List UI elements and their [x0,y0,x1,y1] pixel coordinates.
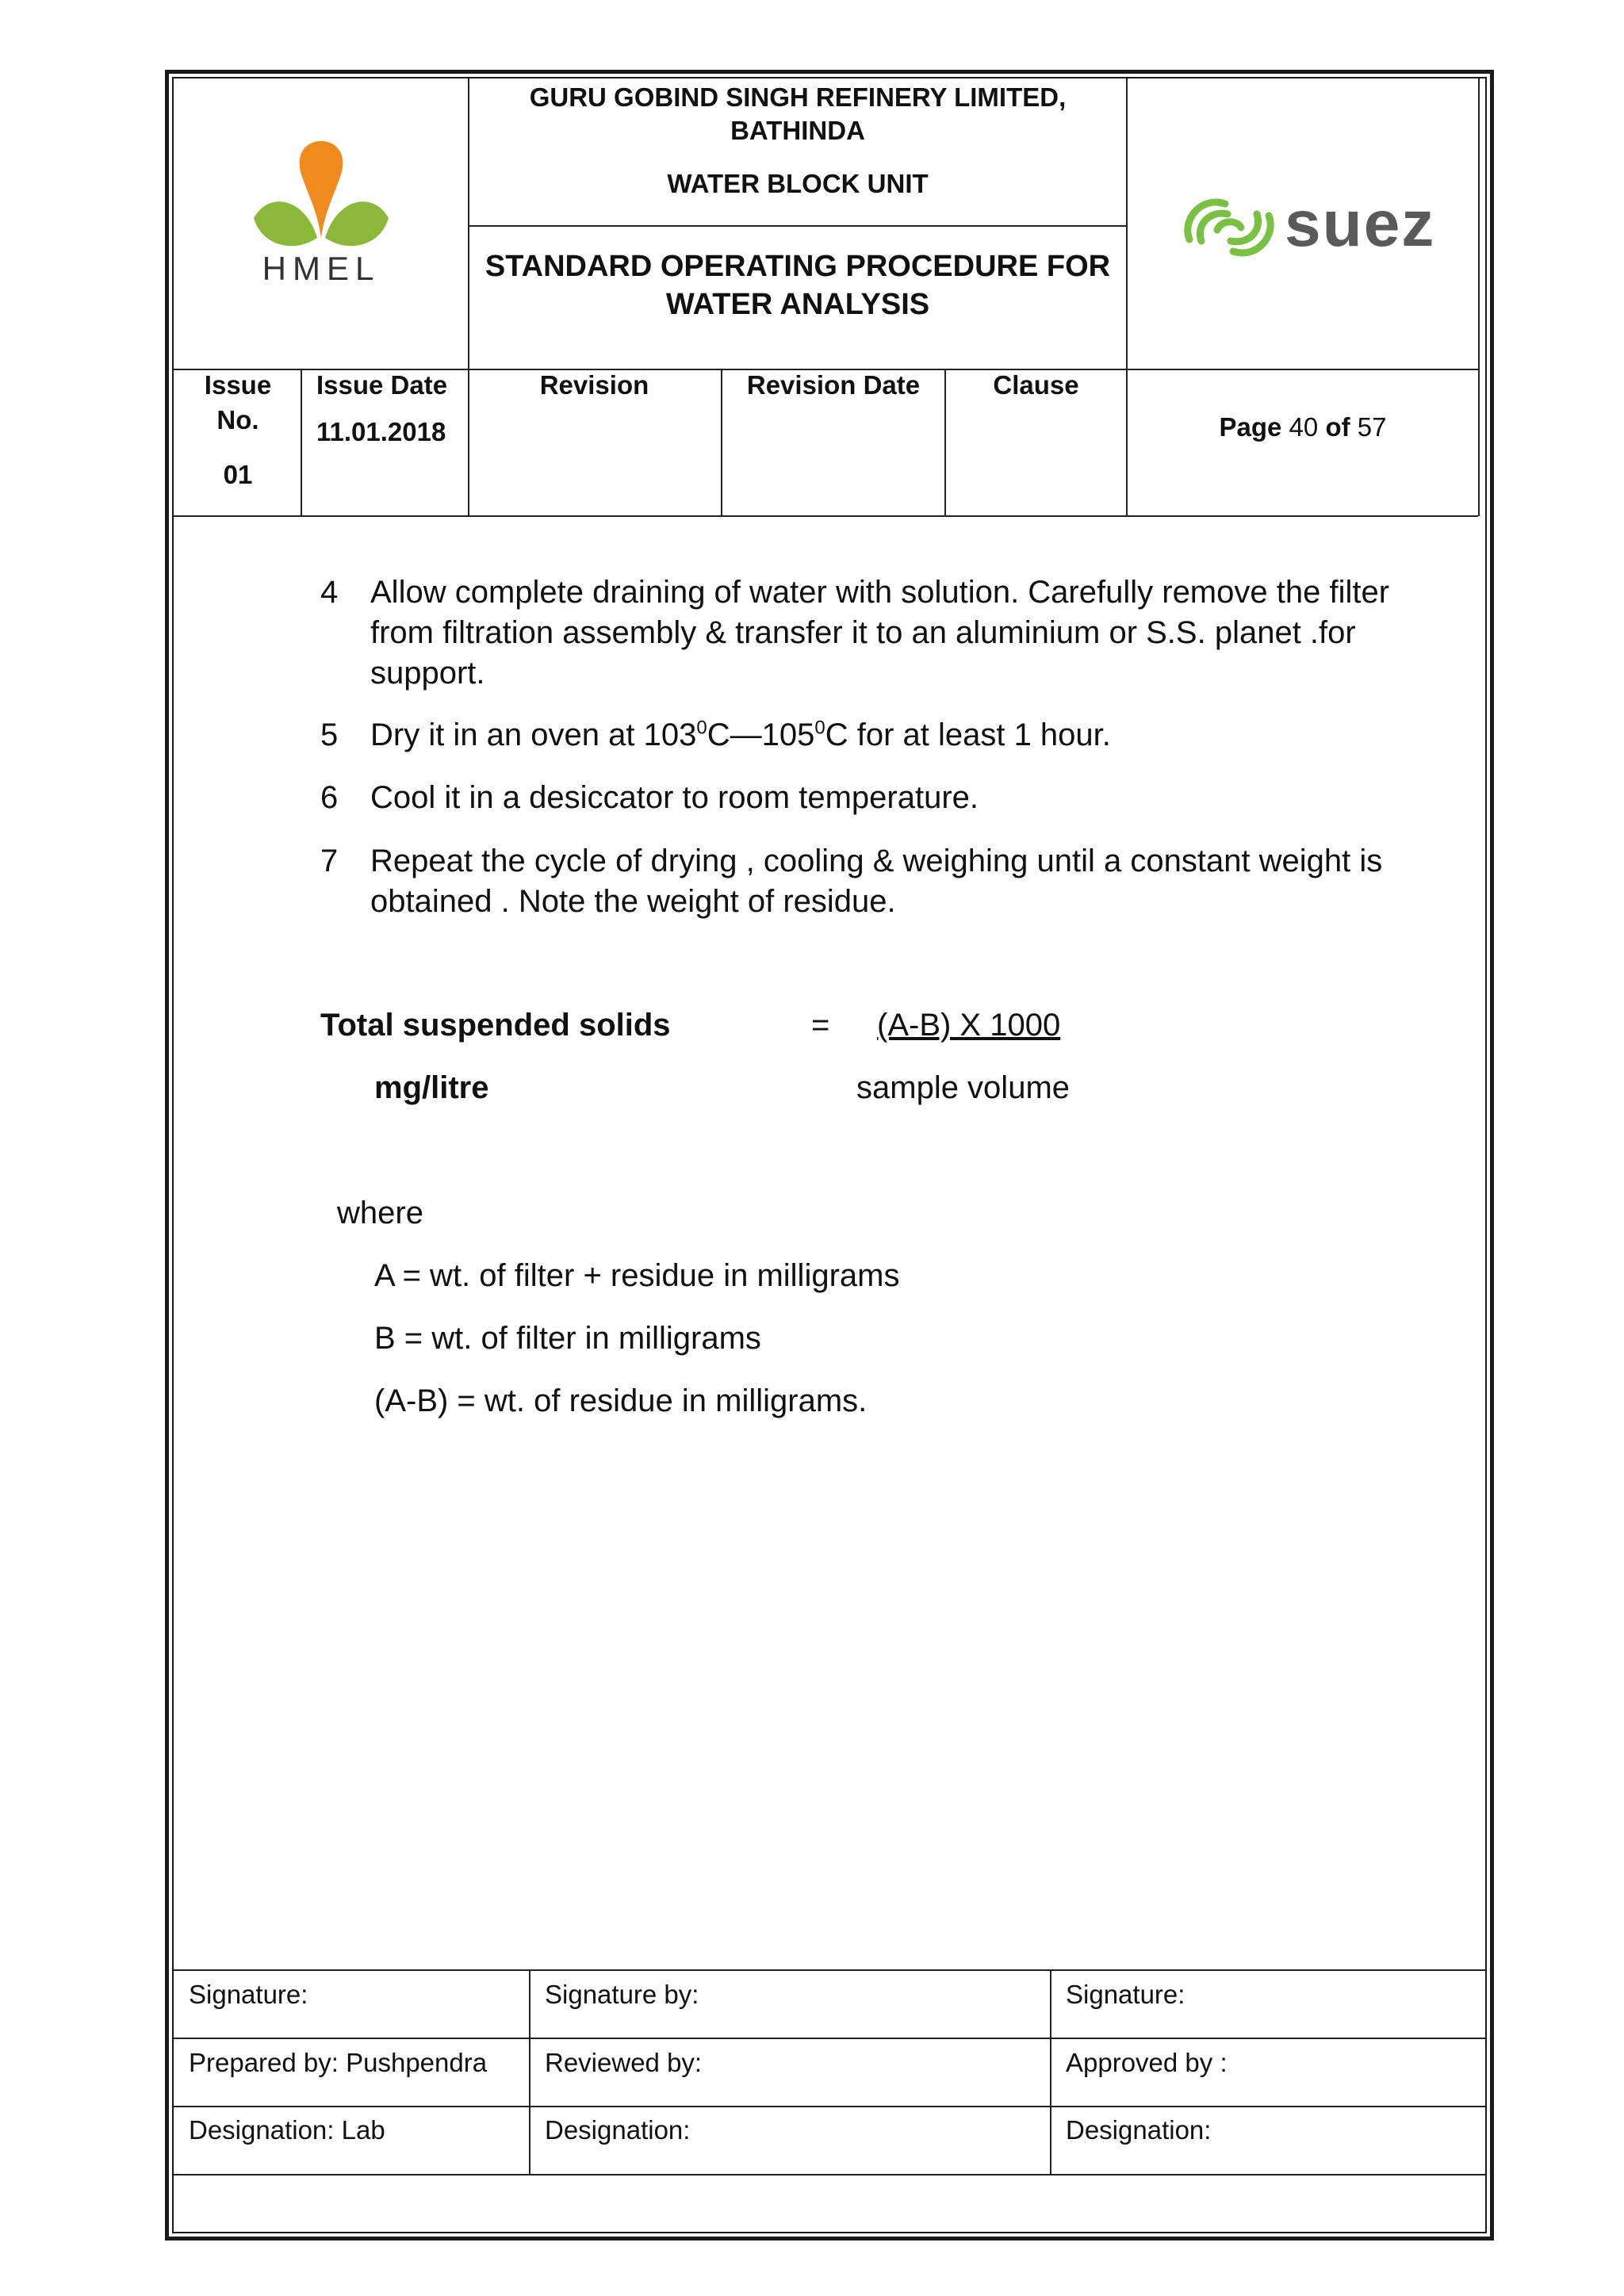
sop-title-line2: WATER ANALYSIS [665,288,930,321]
step-4-number: 4 [320,575,339,610]
header-vline-right [1478,78,1480,516]
footer-prepared-by: Prepared by: Pushpendra [189,2048,488,2077]
clause-label: Clause [993,370,1079,400]
page-label: Page [1219,412,1282,442]
step-4-text [370,572,1480,694]
step-5-degree-2: 0 [814,717,825,739]
formula-equals: = [811,1008,830,1043]
formula-lhs-line2: mg/litre [374,1070,489,1105]
page-current: 40 [1289,412,1319,442]
step-5-part-1: Dry it in an oven at 103 [370,718,697,752]
step-5-degree-1: 0 [696,717,707,739]
step-5-number: 5 [320,718,339,752]
footer-signature-3: Signature: [1066,1980,1185,2009]
footer-designation-2: Designation: [545,2115,691,2145]
footer-vline-1 [529,1970,530,2175]
footer-line-3 [174,2106,1485,2107]
step-4-line1: Allow complete draining of water with solution. Carefully remove the filter [370,575,1390,610]
where-item-b: B = wt. of filter in milligrams [374,1321,761,1356]
issue-date-value: 11.01.2018 [316,417,446,446]
page-total: 57 [1357,412,1387,442]
sop-title-line1: STANDARD OPERATING PROCEDURE FOR [485,250,1111,283]
issue-label-2: No. [216,405,259,434]
company-name-line2: BATHINDA [730,116,865,145]
page-indicator [1128,412,1478,442]
step-7-line2: obtained . Note the weight of residue. [370,884,896,919]
header-vline-2 [1126,78,1128,516]
step-7-line1: Repeat the cycle of drying , cooling & weighing until a constant weight is [370,844,1383,878]
formula-lhs-line1: Total suspended solids [320,1008,671,1043]
step-6-text: Cool it in a desiccator to room temperature. [370,780,979,815]
footer-signature-by: Signature by: [545,1980,699,2009]
issue-no-cell [175,368,301,492]
suez-logo-text: suez [1285,188,1436,260]
revision-date-label: Revision Date [746,370,921,400]
step-5-text [370,715,1480,756]
revision-label: Revision [539,370,649,400]
footer-line-4 [174,2174,1485,2175]
issue-label-1: Issue [204,370,272,400]
footer-line-1 [174,1969,1485,1971]
step-4-line2: from filtration assembly & transfer it to an aluminium or S.S. planet .for [370,615,1356,650]
page-of: of [1325,412,1350,442]
header-bottom-line [174,515,1478,517]
footer-signature-1: Signature: [189,1980,308,2009]
footer-designation-3: Designation: [1066,2115,1212,2145]
formula-numerator: (A-B) X 1000 [877,1008,1061,1043]
sop-title [469,247,1126,323]
company-name-line1: GURU GOBIND SINGH REFINERY LIMITED, [529,82,1067,112]
where-label: where [337,1196,423,1230]
footer-approved-by: Approved by : [1066,2048,1228,2077]
where-item-a: A = wt. of filter + residue in milligrams [374,1258,900,1293]
unit-name: WATER BLOCK UNIT [667,169,929,198]
footer-vline-2 [1050,1970,1051,2175]
issue-date-label: Issue Date [316,370,448,400]
step-7-number: 7 [320,844,339,878]
step-5-part-2: C—105 [707,718,815,752]
footer-designation-1: Designation: Lab [189,2115,385,2145]
where-item-a-minus-b: (A-B) = wt. of residue in milligrams. [374,1383,868,1418]
footer-line-2 [174,2038,1485,2039]
formula-denominator: sample volume [856,1070,1071,1105]
step-4-line3: support. [370,656,485,691]
company-name [469,81,1126,147]
hmel-logo-text: HMEL [262,250,381,287]
suez-logo-mark [1174,184,1285,271]
suez-swirl-icon [1174,184,1285,271]
step-5-part-3: C for at least 1 hour. [825,718,1111,752]
header-middle-divider [468,225,1126,227]
footer-reviewed-by: Reviewed by: [545,2048,703,2077]
issue-no-value: 01 [223,460,253,489]
step-6-number: 6 [320,780,339,815]
step-7-text [370,841,1480,922]
